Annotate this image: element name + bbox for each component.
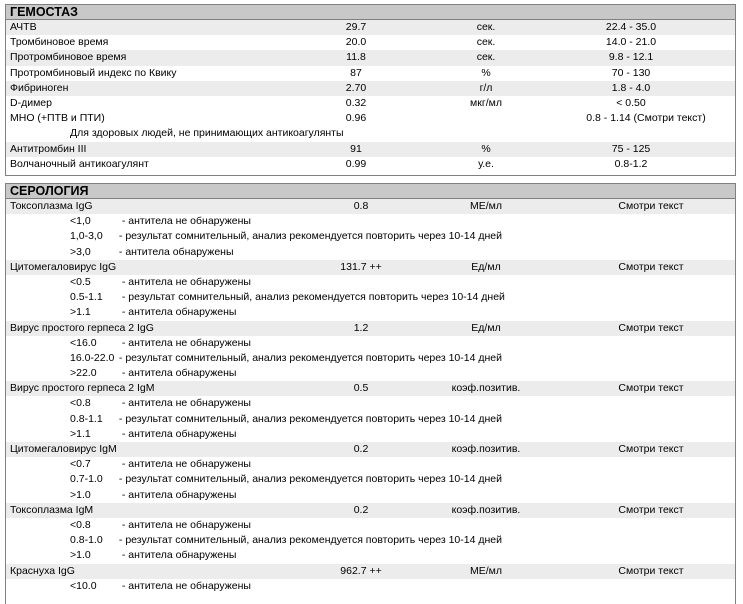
table-row — [6, 111, 735, 126]
test-unit: г/л — [479, 81, 493, 94]
reference-threshold: <1,0 — [70, 215, 91, 228]
reference-note-text — [70, 290, 505, 305]
test-name: Вирус простого герпеса 2 IgG — [10, 321, 154, 334]
table-note-row — [6, 126, 735, 141]
reference-note-text — [70, 488, 236, 503]
table-row — [6, 96, 735, 111]
test-unit: мкг/мл — [470, 96, 502, 109]
test-value: 0.96 — [345, 112, 367, 125]
reference-description: - антитела обнаружены — [116, 245, 234, 258]
mno-note: Для здоровых людей, не принимающих антикоагулянты — [70, 127, 344, 140]
reference-note-text — [70, 245, 234, 260]
reference-threshold: >1.1 — [70, 306, 91, 319]
reference-note — [6, 305, 735, 320]
reference-note-text — [70, 472, 502, 487]
reference-threshold: <0.5 — [70, 275, 91, 288]
reference-threshold: >1.0 — [70, 549, 91, 562]
reference-note — [6, 579, 735, 594]
test-unit: Ед/мл — [471, 260, 501, 273]
table-row — [6, 20, 735, 35]
test-ref: Смотри текст — [618, 200, 684, 212]
table-row — [6, 503, 735, 518]
test-value: 0.2 — [353, 503, 369, 516]
table-row — [6, 321, 735, 336]
reference-description: - антитела не обнаружены — [116, 336, 251, 349]
test-ref: Смотри текст — [618, 260, 684, 273]
reference-description: - антитела обнаружены — [116, 306, 237, 319]
reference-description: - антитела обнаружены — [116, 367, 237, 380]
table-row — [6, 442, 735, 457]
test-unit: сек. — [476, 36, 496, 49]
test-name: Тромбиновое время — [10, 36, 109, 49]
reference-note — [6, 275, 735, 290]
test-value: 20.0 — [345, 36, 367, 49]
test-name: Вирус простого герпеса 2 IgM — [10, 382, 155, 395]
test-unit: % — [481, 66, 491, 79]
test-ref: 14.0 - 21.0 — [605, 36, 657, 49]
test-name: Краснуха IgG — [10, 564, 75, 577]
reference-note-text — [70, 579, 251, 594]
test-name: Протромбиновое время — [10, 51, 127, 64]
reference-threshold: >3,0 — [70, 245, 91, 258]
reference-description: - результат сомнительный, анализ рекомендуется повторить через 10-14 дней — [116, 230, 502, 243]
reference-note-text — [70, 366, 236, 381]
reference-note-text — [70, 548, 236, 563]
reference-threshold: >1.0 — [70, 488, 91, 501]
table-row — [6, 81, 735, 96]
reference-note-text — [70, 229, 502, 244]
test-ref: 22.4 - 35.0 — [605, 21, 657, 33]
table-row — [6, 66, 735, 81]
table-row — [6, 564, 735, 579]
reference-description: - антитела не обнаружены — [116, 215, 251, 228]
reference-note — [6, 366, 735, 381]
reference-note — [6, 351, 735, 366]
table-row — [6, 199, 735, 214]
reference-note-text — [70, 305, 236, 320]
test-value: 0.32 — [345, 96, 367, 109]
test-ref: 75 - 125 — [611, 142, 651, 155]
reference-note-text — [70, 427, 236, 442]
test-name: Волчаночный антикоагулянт — [10, 157, 149, 170]
test-value: 87 — [350, 66, 362, 79]
serology-section — [5, 183, 736, 604]
reference-description: - результат сомнительный, анализ рекомендуется повторить через 10-14 дней — [116, 351, 502, 364]
reference-description: - результат сомнительный, анализ рекомендуется повторить через 10-14 дней — [116, 534, 502, 547]
table-row — [6, 157, 735, 172]
reference-note — [6, 472, 735, 487]
reference-note — [6, 488, 735, 503]
reference-threshold: <0.7 — [70, 458, 91, 471]
test-name: Антитромбин III — [10, 142, 87, 155]
serology-title: СЕРОЛОГИЯ — [6, 184, 735, 199]
reference-threshold: 16.0-22.0 — [70, 351, 115, 364]
test-ref: 70 - 130 — [611, 66, 651, 79]
test-ref: Смотри текст — [618, 564, 684, 577]
reference-note-text — [70, 533, 502, 548]
reference-note — [6, 396, 735, 411]
test-ref: Смотри текст — [618, 503, 684, 516]
test-ref: Смотри текст — [618, 443, 684, 455]
reference-note — [6, 336, 735, 351]
test-name: АЧТВ — [10, 21, 37, 33]
reference-note — [6, 290, 735, 305]
table-row — [6, 35, 735, 50]
reference-note — [6, 518, 735, 533]
reference-note-text — [70, 396, 251, 411]
table-row — [6, 381, 735, 396]
test-value: 131.7 ++ — [340, 260, 382, 273]
test-value: 0.2 — [353, 443, 369, 455]
reference-note — [6, 548, 735, 563]
reference-note — [6, 412, 735, 427]
test-unit: МЕ/мл — [469, 564, 502, 577]
serology-body — [6, 199, 735, 594]
reference-note-text — [70, 518, 251, 533]
reference-threshold: >1.1 — [70, 427, 91, 440]
reference-description: - результат сомнительный, анализ рекомендуется повторить через 10-14 дней — [116, 291, 505, 304]
test-value: 0.8 — [353, 200, 369, 212]
test-unit: Ед/мл — [471, 321, 501, 334]
reference-description: - антитела не обнаружены — [116, 518, 251, 531]
reference-description: - антитела обнаружены — [116, 427, 237, 440]
test-value: 2.70 — [345, 81, 367, 94]
test-unit: у.е. — [478, 157, 494, 170]
test-name: Протромбиновый индекс по Квику — [10, 66, 177, 79]
test-name: Токсоплазма IgG — [10, 200, 93, 212]
hemostasis-title: ГЕМОСТАЗ — [6, 5, 735, 20]
test-ref: < 0.50 — [616, 96, 646, 109]
reference-description: - результат сомнительный, анализ рекомендуется повторить через 10-14 дней — [116, 473, 502, 486]
reference-note — [6, 533, 735, 548]
reference-threshold: 1,0-3,0 — [70, 230, 103, 243]
test-unit: коэф.позитив. — [451, 503, 521, 516]
test-unit: коэф.позитив. — [451, 443, 521, 455]
reference-note-text — [70, 214, 251, 229]
reference-threshold: <0.8 — [70, 518, 91, 531]
reference-note — [6, 427, 735, 442]
test-name: D-димер — [10, 96, 52, 109]
reference-description: - антитела не обнаружены — [116, 397, 251, 410]
reference-threshold: <10.0 — [70, 579, 97, 592]
test-unit: МЕ/мл — [469, 200, 502, 212]
test-ref: 1.8 - 4.0 — [611, 81, 651, 94]
reference-threshold: >22.0 — [70, 367, 97, 380]
test-unit: сек. — [476, 21, 496, 33]
test-name: Фибриноген — [10, 81, 69, 94]
reference-description: - антитела не обнаружены — [116, 275, 251, 288]
test-name: Цитомегаловирус IgM — [10, 443, 117, 455]
reference-threshold: 0.8-1.1 — [70, 412, 103, 425]
test-ref: 0.8-1.2 — [614, 157, 648, 170]
test-value: 0.5 — [353, 382, 369, 395]
test-unit: сек. — [476, 51, 496, 64]
test-unit: коэф.позитив. — [451, 382, 521, 395]
reference-threshold: <16.0 — [70, 336, 97, 349]
reference-threshold: 0.7-1.0 — [70, 473, 103, 486]
reference-description: - антитела не обнаружены — [116, 458, 251, 471]
test-value: 0.99 — [345, 157, 367, 170]
reference-threshold: 0.5-1.1 — [70, 291, 103, 304]
reference-note — [6, 245, 735, 260]
test-ref: Смотри текст — [618, 321, 684, 334]
test-ref: Смотри текст — [618, 382, 684, 395]
reference-note-text — [70, 351, 502, 366]
reference-note — [6, 229, 735, 244]
reference-note — [6, 457, 735, 472]
reference-description: - результат сомнительный, анализ рекомендуется повторить через 10-14 дней — [116, 412, 502, 425]
test-ref: 0.8 - 1.14 (Смотри текст) — [586, 112, 706, 125]
test-unit: % — [481, 142, 491, 155]
table-row — [6, 142, 735, 157]
test-ref: 9.8 - 12.1 — [608, 51, 654, 64]
test-value: 29.7 — [345, 21, 367, 33]
reference-note-text — [70, 457, 251, 472]
reference-threshold: <0.8 — [70, 397, 91, 410]
reference-note-text — [70, 412, 502, 427]
reference-description: - антитела не обнаружены — [116, 579, 251, 592]
hemostasis-section — [5, 4, 736, 176]
test-name: Токсоплазма IgM — [10, 503, 94, 516]
reference-note-text — [70, 336, 251, 351]
reference-note — [6, 214, 735, 229]
test-name: МНО (+ПТВ и ПТИ) — [10, 112, 105, 125]
test-value: 91 — [350, 142, 362, 155]
reference-description: - антитела обнаружены — [116, 488, 237, 501]
reference-description: - антитела обнаружены — [116, 549, 237, 562]
test-value: 1.2 — [353, 321, 369, 334]
table-row — [6, 260, 735, 275]
test-name: Цитомегаловирус IgG — [10, 260, 117, 273]
reference-note-text — [70, 275, 251, 290]
table-row — [6, 50, 735, 65]
reference-threshold: 0.8-1.0 — [70, 534, 103, 547]
test-value: 11.8 — [346, 51, 366, 64]
test-value: 962.7 ++ — [340, 564, 382, 577]
